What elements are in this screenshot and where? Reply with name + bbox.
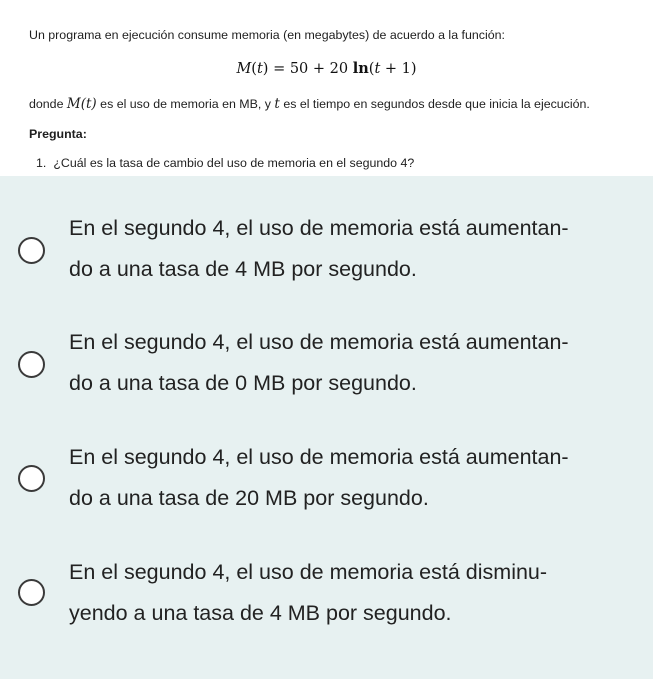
answer-option-text: En el segundo 4, el uso de memoria está aumentan- do a una tasa de 20 MB por segundo. (69, 445, 569, 510)
memory-formula: M(t) = 50 + 20 ln(t + 1) (236, 60, 417, 77)
problem-intro: Un programa en ejecución consume memoria (en megabytes) de acuerdo a la función: (29, 28, 505, 42)
radio-button[interactable] (18, 579, 45, 606)
variable-definitions: donde M(t) es el uso de memoria en MB, y t es el tiempo en segundos desde que inicia la ejecución. (29, 96, 590, 112)
radio-button[interactable] (18, 351, 45, 378)
radio-button[interactable] (18, 237, 45, 264)
answer-option-text: En el segundo 4, el uso de memoria está aumentan- do a una tasa de 0 MB por segundo. (69, 330, 569, 395)
radio-button[interactable] (18, 465, 45, 492)
answer-option-3[interactable] (0, 430, 653, 530)
question-item (36, 156, 414, 170)
question-label: Pregunta: (29, 127, 87, 141)
question-number: 1. (36, 156, 47, 170)
answer-option-text: En el segundo 4, el uso de memoria está aumentan- do a una tasa de 4 MB por segundo. (69, 216, 569, 281)
answer-option-2[interactable] (0, 315, 653, 415)
answer-option-1[interactable] (0, 200, 653, 300)
question-text: ¿Cuál es la tasa de cambio del uso de memoria en el segundo 4? (53, 156, 415, 170)
answer-option-4[interactable] (0, 545, 653, 645)
question-card (0, 0, 653, 176)
answer-option-text: En el segundo 4, el uso de memoria está disminu- yendo a una tasa de 4 MB por segundo. (69, 560, 548, 625)
